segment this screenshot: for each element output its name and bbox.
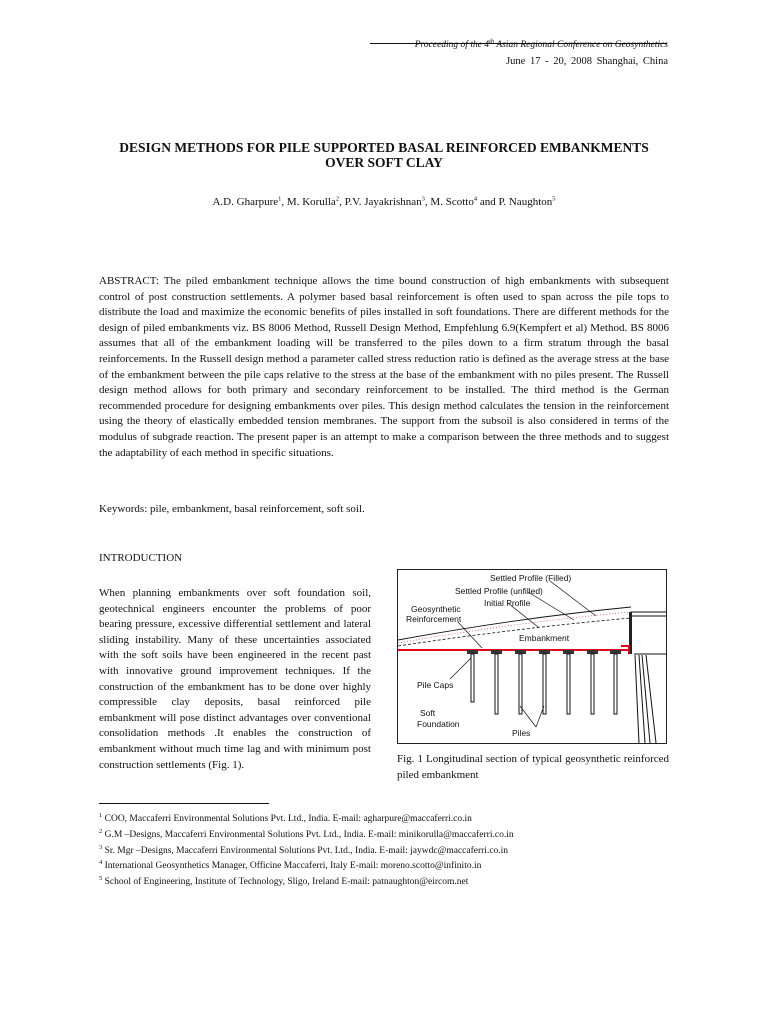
raked-pile <box>639 655 645 743</box>
pile-cap <box>539 650 550 654</box>
conference-line: Proceeding of the 4th Asian Regional Conference on Geosynthetics <box>414 37 668 50</box>
footnote: $^5$ School of Engineering, Institute of Technology, Sligo, Ireland E-mail: patnaughton@eircom.net <box>99 875 469 888</box>
footnotes <box>99 812 669 891</box>
pile <box>495 654 498 714</box>
footnote: $^2$ G.M –Designs, Maccaferri Environmental Solutions Pvt. Ltd., India. E-mail: minikorulla@maccaferri.co.in <box>99 827 514 840</box>
section-heading-introduction: INTRODUCTION <box>99 552 183 564</box>
title-line-2: OVER SOFT CLAY <box>325 155 443 170</box>
footnote: $^1$ COO, Maccaferri Environmental Solutions Pvt. Ltd., India. E-mail: agharpure@maccaferri.co.in <box>99 811 472 824</box>
label-soft: Soft <box>420 708 436 718</box>
date-location: June 17 - 20, 2008 Shanghai, China <box>506 56 668 67</box>
footnote: $^3$ Sr. Mgr –Designs, Maccaferri Environmental Solutions Pvt. Ltd., India. E-mail: jaywdc@maccaferri.co.in <box>99 843 509 856</box>
pile-cap <box>491 650 502 654</box>
author: P.V. Jayakrishnan <box>344 196 422 208</box>
author-list: A.D. Gharpure$^1$, M. Korulla$^2$, P.V. Jayakrishnan$^3$, M. Scotto$^4$ and P. Naughton$^5$ <box>212 195 556 208</box>
author: P. Naughton <box>498 196 553 208</box>
introduction-body: When planning embankments over soft foundation soil, geotechnical engineers encounter the problems of poor bearing pressure, excessive differential settlement and lateral sliding instability. Many of these uncertainties associated with the soft soils have been engineered in the recent past with innovative ground improvement techniques. If the construction of the embankment has to be done over highly compressible clay deposits, basal reinforced pile embankment will pose distinct advantages over conventional consolidation methods .It enables the construction of embankment without much time lag and with minimum post construction settlements (Fig. 1). <box>99 587 371 771</box>
label-embankment: Embankment <box>519 633 570 643</box>
label-foundation: Foundation <box>417 719 460 729</box>
pile <box>567 654 570 714</box>
pile-cap <box>563 650 574 654</box>
pile <box>591 654 594 714</box>
leader <box>520 706 536 727</box>
leader <box>536 706 544 727</box>
paper-title <box>90 140 678 170</box>
piles <box>471 654 617 714</box>
pile-cap <box>610 650 621 654</box>
abstract: ABSTRACT: The piled embankment technique allows the time bound construction of high embankments with subsequent control of post construction settlements. A polymer based basal reinforcement is often used to span across the pile tops to distribute the load and maximize the economic benefits of piles installed in soft foundations. There are different methods for the design of piled embankments viz. BS 8006 Method, Russell Design Method, Empfehlung 6.9(Kempfert et al) Method. BS 8006 assumes that all of the embankment loading will be transferred to the piles down to a firm stratum through the basal reinforcements. In the Russell design method a parameter called stress reduction ratio is defined as the average stress at the base of the embankment between the pile caps relative to the stress at the base of the embankment with no piles present. The Russell design method allows for both primary and secondary reinforcement to be installed. The third method is the German recommended procedure for designing embankments over piles. This design method calculates the tension in the reinforcement using the theory of elastically embedded tension membranes. The support from the subsoil is also considered in terms of the modulus of subgrade reaction. The present paper is an attempt to make a comparison between the three methods and to suggest the adaptability of each method in specific situations. <box>99 275 669 459</box>
pile <box>543 654 546 714</box>
embankment-diagram <box>398 570 666 743</box>
footnote: $^4$ International Geosynthetics Manager, Officine Maccaferri, Italy E-mail: moreno.scotto@infinito.in <box>99 859 482 872</box>
footnote-rule <box>99 803 269 804</box>
keywords: Keywords: pile, embankment, basal reinforcement, soft soil. <box>99 503 365 515</box>
pile-cap <box>467 650 478 654</box>
author: A.D. Gharpure <box>212 196 279 208</box>
label-reinforcement: Reinforcement <box>406 614 462 624</box>
pile-cap <box>515 650 526 654</box>
pile <box>471 654 474 702</box>
label-settled-profile-filled: Settled Profile (Filled) <box>490 573 572 583</box>
raked-pile <box>635 655 639 743</box>
raked-piles <box>635 655 656 743</box>
label-geosynthetic: Geosynthetic <box>411 604 461 614</box>
figure-caption: Fig. 1 Longitudinal section of typical geosynthetic reinforced piled embankment <box>397 753 669 781</box>
pile <box>614 654 617 714</box>
raked-pile <box>642 655 650 743</box>
label-piles: Piles <box>512 728 531 738</box>
title-line-1: DESIGN METHODS FOR PILE SUPPORTED BASAL REINFORCED EMBANKMENTS <box>119 140 649 155</box>
label-initial-profile: Initial Profile <box>484 598 531 608</box>
label-settled-profile-unfilled: Settled Profile (unfilled) <box>455 586 543 596</box>
leader <box>550 581 596 616</box>
author: M. Korulla <box>286 196 336 208</box>
pile-cap <box>587 650 598 654</box>
figure-1 <box>397 569 667 744</box>
pile <box>519 654 522 714</box>
raked-pile <box>646 655 656 743</box>
author: M. Scotto <box>430 196 474 208</box>
leader <box>450 658 471 679</box>
label-pile-caps: Pile Caps <box>417 680 454 690</box>
